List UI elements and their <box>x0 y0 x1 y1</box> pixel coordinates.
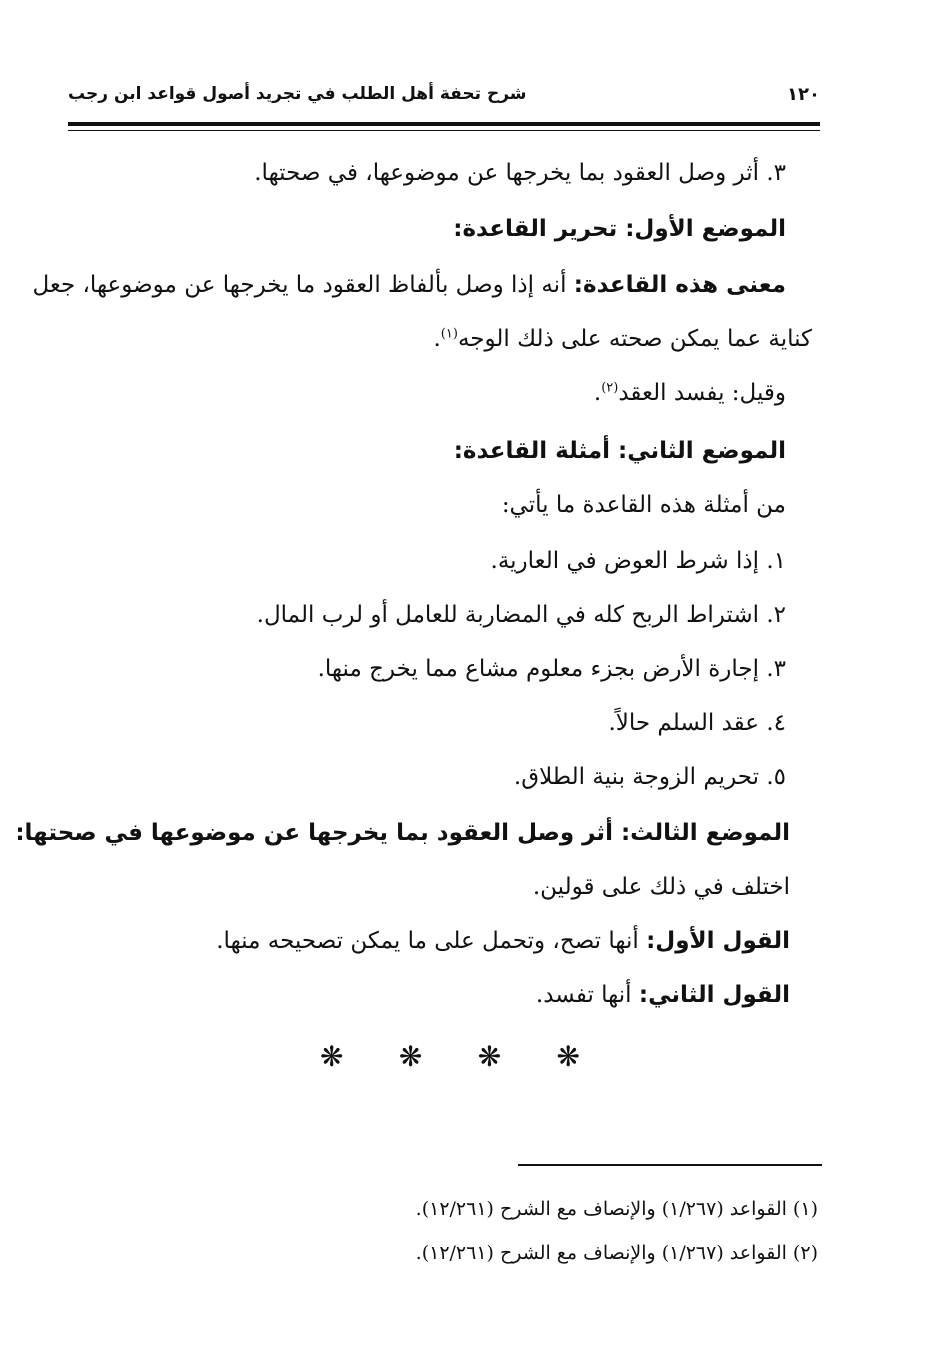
opinion-2-lead: القول الثاني: <box>638 982 790 1008</box>
running-header <box>68 84 820 114</box>
footnote-separator <box>518 1164 822 1166</box>
book-title: شرح تحفة أهل الطلب في تجريد أصول قواعد ابن رجب <box>68 84 527 104</box>
opinion-1 <box>216 926 790 956</box>
header-rule-thin <box>68 130 820 131</box>
section-heading-3: الموضع الثالث: أثر وصل العقود بما يخرجها عن موضوعها في صحتها: <box>15 820 790 846</box>
star-ornament: ❋ <box>320 1040 344 1073</box>
intro-line-3: ٣. أثر وصل العقود بما يخرجها عن موضوعها، في صحتها. <box>254 160 786 186</box>
section-heading-1: الموضع الأول: تحرير القاعدة: <box>453 216 786 242</box>
opinion-2 <box>536 980 790 1010</box>
meaning-paragraph-line-1 <box>32 270 786 300</box>
alternative-opinion <box>594 378 786 408</box>
qil-end: . <box>593 380 602 406</box>
example-item-4: ٤. عقد السلم حالاً. <box>608 710 786 736</box>
qil-text: وقيل: يفسد العقد <box>618 380 786 406</box>
opinion-1-lead: القول الأول: <box>646 928 790 954</box>
meaning-text-1: أنه إذا وصل بألفاظ العقود ما يخرجها عن موضوعها، جعل <box>32 272 567 298</box>
example-item-1: ١. إذا شرط العوض في العارية. <box>490 548 786 574</box>
meaning-paragraph-line-2 <box>433 324 812 354</box>
opinion-1-text: أنها تصح، وتحمل على ما يمكن تصحيحه منها. <box>216 928 639 954</box>
page-number: ١٢٠ <box>787 84 820 105</box>
footnote-2: (٢) القواعد (١/٢٦٧) والإنصاف مع الشرح (١٢/٢٦١). <box>415 1242 818 1264</box>
example-item-3: ٣. إجارة الأرض بجزء معلوم مشاع مما يخرج منها. <box>317 656 786 682</box>
star-ornament: ❋ <box>398 1040 423 1073</box>
meaning-text-2: كناية عما يمكن صحته على ذلك الوجه <box>457 326 812 352</box>
meaning-end: . <box>433 326 441 352</box>
opinion-2-text: أنها تفسد. <box>535 982 632 1008</box>
footnote-ref-1: (١) <box>440 326 458 342</box>
footnote-ref-2: (٢) <box>601 380 619 396</box>
section-divider-stars <box>320 1040 580 1076</box>
examples-intro: من أمثلة هذه القاعدة ما يأتي: <box>501 492 786 518</box>
star-ornament: ❋ <box>477 1040 502 1073</box>
footnote-1: (١) القواعد (١/٢٦٧) والإنصاف مع الشرح (١٢/٢٦١). <box>415 1198 818 1220</box>
example-item-2: ٢. اشتراط الربح كله في المضاربة للعامل أو لرب المال. <box>256 602 786 628</box>
example-item-5: ٥. تحريم الزوجة بنية الطلاق. <box>513 764 786 790</box>
section-heading-2: الموضع الثاني: أمثلة القاعدة: <box>453 438 786 464</box>
meaning-lead: معنى هذه القاعدة: <box>573 272 786 298</box>
star-ornament: ❋ <box>556 1040 580 1073</box>
disagreement-line: اختلف في ذلك على قولين. <box>532 874 790 900</box>
header-rule-thick <box>68 122 820 126</box>
